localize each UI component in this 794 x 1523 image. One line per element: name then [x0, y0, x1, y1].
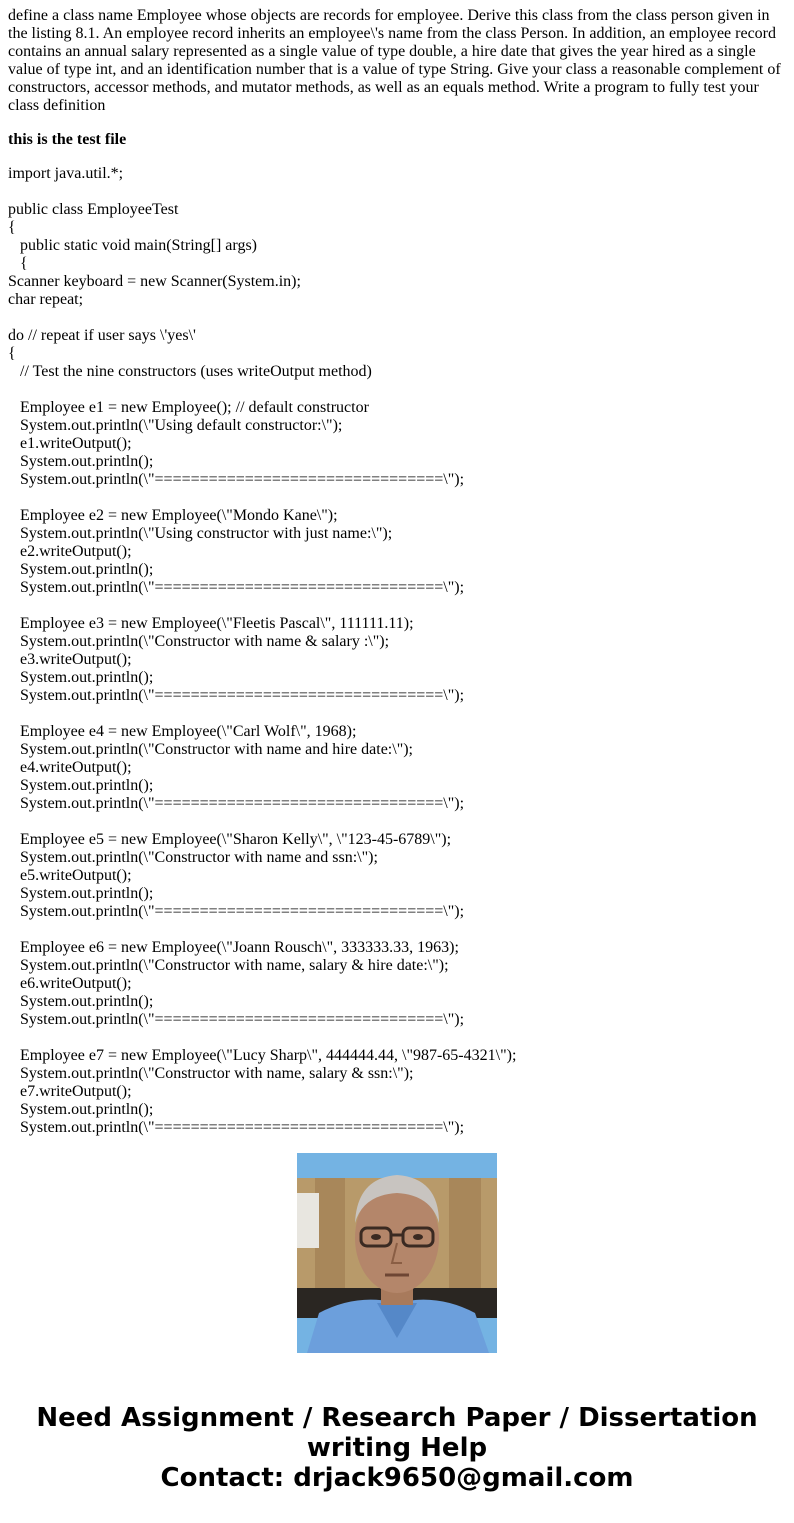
code-line: Employee e6 = new Employee(\"Joann Rousch\", 333333.33, 1963); — [8, 939, 459, 956]
code-line: e2.writeOutput(); — [8, 543, 132, 560]
code-line: System.out.println(\"Constructor with name and hire date:\"); — [8, 741, 413, 758]
code-line: char repeat; — [8, 291, 84, 308]
code-line: e1.writeOutput(); — [8, 435, 132, 452]
code-line — [8, 813, 788, 831]
code-line: { — [8, 255, 28, 272]
code-line — [8, 183, 788, 201]
code-line — [8, 489, 788, 507]
code-line: System.out.println(); — [8, 993, 154, 1010]
code-block — [8, 165, 788, 1137]
code-line: do // repeat if user says \'yes\' — [8, 327, 196, 344]
code-line: System.out.println(); — [8, 453, 154, 470]
code-line: System.out.println(\"Constructor with name, salary & ssn:\"); — [8, 1065, 414, 1082]
code-line: System.out.println(\"================================\"); — [8, 579, 465, 596]
code-line: e3.writeOutput(); — [8, 651, 132, 668]
code-line: System.out.println(); — [8, 1101, 154, 1118]
code-line: System.out.println(\"Using constructor with just name:\"); — [8, 525, 393, 542]
code-line: e6.writeOutput(); — [8, 975, 132, 992]
code-line: public class EmployeeTest — [8, 201, 179, 218]
code-line: { — [8, 345, 16, 362]
code-line: e4.writeOutput(); — [8, 759, 132, 776]
question-content — [8, 7, 788, 1136]
code-line — [8, 921, 788, 939]
code-line: System.out.println(\"Constructor with name & salary :\"); — [8, 633, 390, 650]
code-line: Employee e7 = new Employee(\"Lucy Sharp\", 444444.44, \"987-65-4321\"); — [8, 1047, 517, 1064]
code-line: System.out.println(); — [8, 669, 154, 686]
code-line: e7.writeOutput(); — [8, 1083, 132, 1100]
code-line: System.out.println(\"Using default constructor:\"); — [8, 417, 343, 434]
author-photo — [297, 1153, 497, 1353]
code-line: System.out.println(); — [8, 885, 154, 902]
code-line: System.out.println(\"================================\"); — [8, 903, 465, 920]
test-file-heading: this is the test file — [8, 131, 127, 148]
code-line: public static void main(String[] args) — [8, 237, 257, 254]
code-line: System.out.println(); — [8, 777, 154, 794]
code-line: Employee e2 = new Employee(\"Mondo Kane\"); — [8, 507, 338, 524]
code-line: Scanner keyboard = new Scanner(System.in); — [8, 273, 301, 290]
code-line: System.out.println(\"Constructor with name and ssn:\"); — [8, 849, 378, 866]
code-line: Employee e1 = new Employee(); // default constructor — [8, 399, 369, 416]
code-line — [8, 1029, 788, 1047]
code-line: // Test the nine constructors (uses writeOutput method) — [8, 363, 372, 380]
code-line: System.out.println(\"================================\"); — [8, 795, 465, 812]
portrait-icon — [297, 1153, 497, 1353]
code-line — [8, 309, 788, 327]
code-line: e5.writeOutput(); — [8, 867, 132, 884]
code-line — [8, 381, 788, 399]
code-line: Employee e3 = new Employee(\"Fleetis Pascal\", 111111.11); — [8, 615, 414, 632]
code-line: System.out.println(\"================================\"); — [8, 1011, 465, 1028]
promo-line-1: Need Assignment / Research Paper / Dissertation — [36, 1403, 758, 1433]
code-line: System.out.println(\"================================\"); — [8, 471, 465, 488]
promo-contact: Contact: drjack9650@gmail.com — [160, 1463, 634, 1493]
code-line: Employee e5 = new Employee(\"Sharon Kelly\", \"123-45-6789\"); — [8, 831, 452, 848]
code-line: System.out.println(\"Constructor with name, salary & hire date:\"); — [8, 957, 449, 974]
code-line: { — [8, 219, 16, 236]
promo-footer — [0, 1403, 794, 1493]
code-line — [8, 705, 788, 723]
question-paragraph: define a class name Employee whose objects are records for employee. Derive this class from the class person given in the listing 8.1. An employee record inherits an employee\'s name from the class Person. In addition, an employee record contains an annual salary represented as a single value of type double, a hire date that gives the year hired as a single value of type int, and an identification number that is a value of type String. Give your class a reasonable complement of constructors, accessor methods, and mutator methods, as well as an equals method. Write a program to fully test your class definition — [8, 7, 781, 114]
code-line: System.out.println(); — [8, 561, 154, 578]
code-line: Employee e4 = new Employee(\"Carl Wolf\", 1968); — [8, 723, 357, 740]
code-line: import java.util.*; — [8, 165, 124, 182]
promo-line-2: writing Help — [306, 1433, 488, 1463]
code-line: System.out.println(\"================================\"); — [8, 687, 465, 704]
code-line: System.out.println(\"================================\"); — [8, 1119, 465, 1136]
code-line — [8, 597, 788, 615]
